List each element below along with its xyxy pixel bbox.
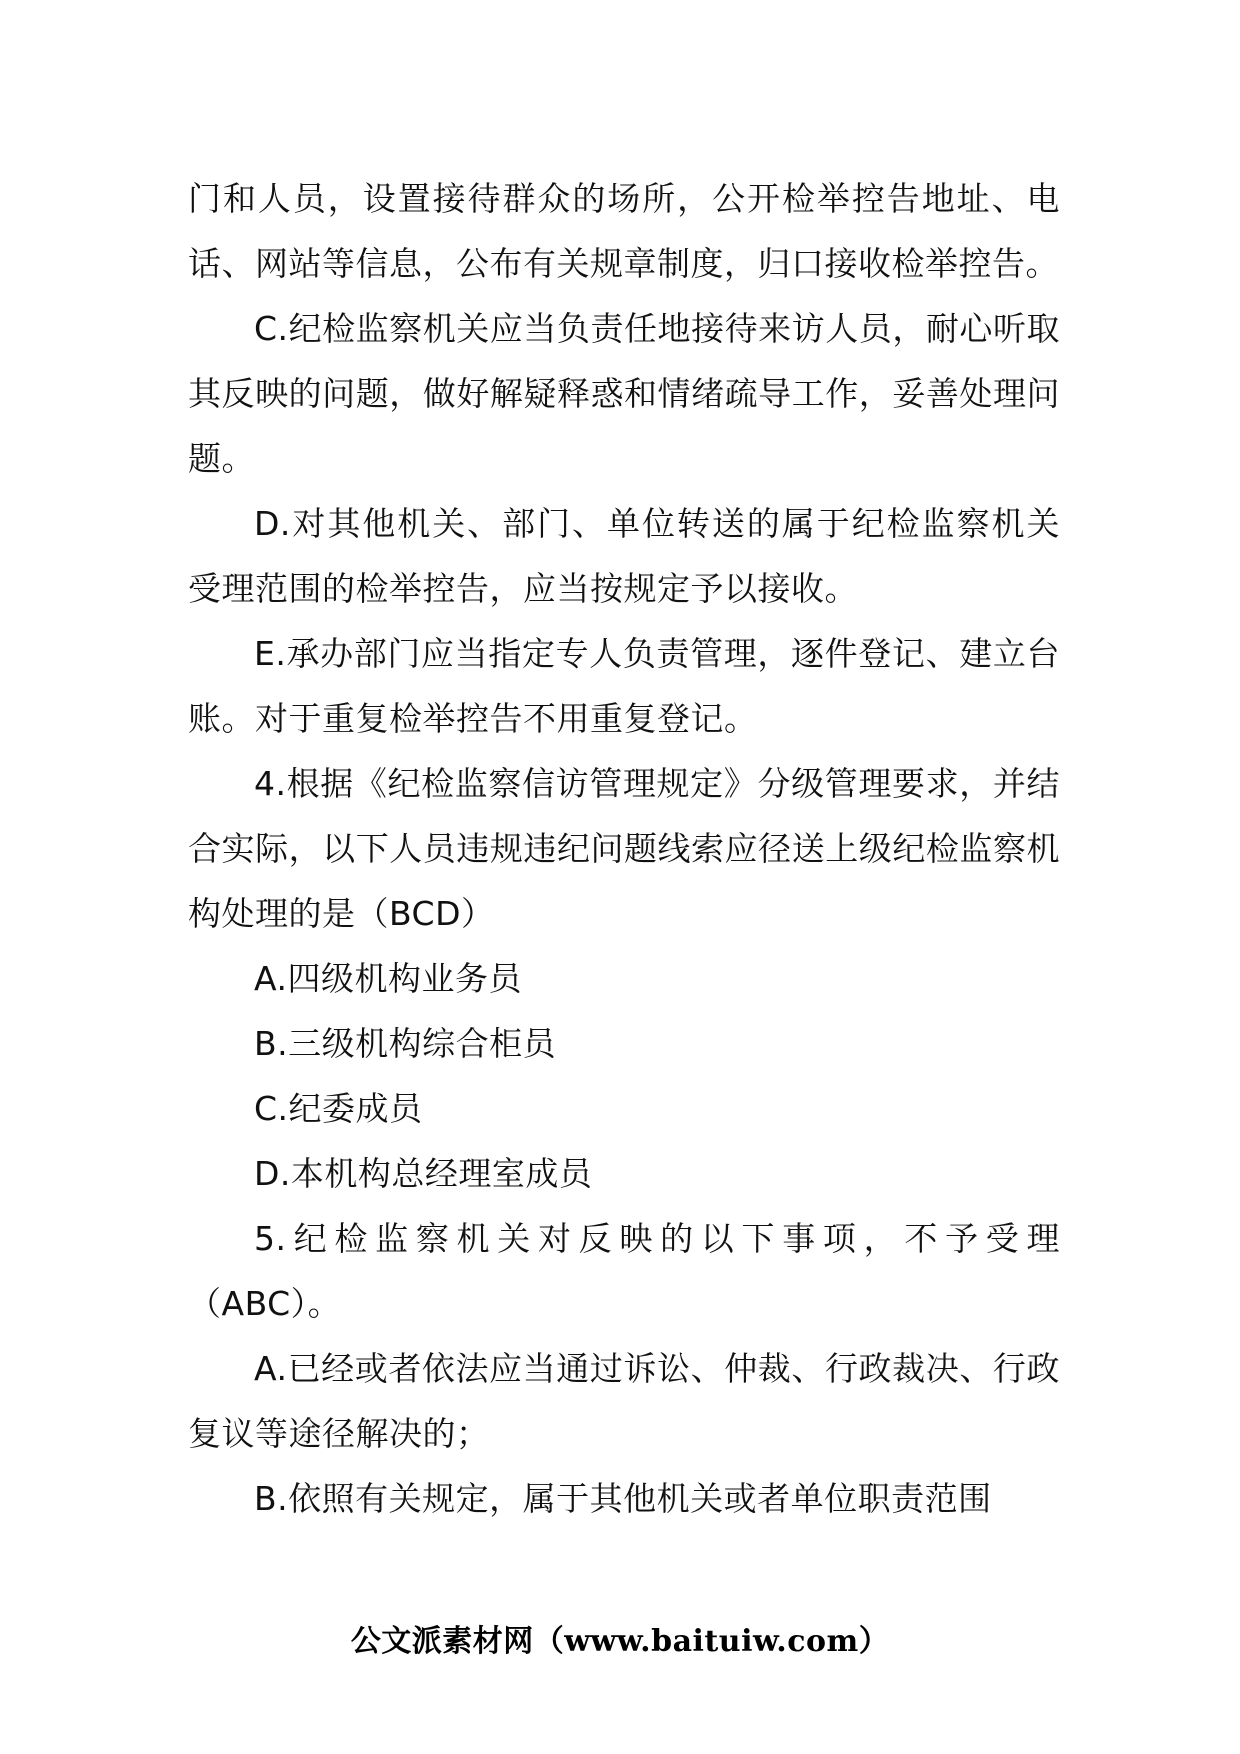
paragraph-option-d: D.对其他机关、部门、单位转送的属于纪检监察机关受理范围的检举控告，应当按规定予以接收。 — [188, 504, 1060, 608]
question-4-option-a: A.四级机构业务员 — [254, 959, 522, 998]
question-4-option-c: C.纪委成员 — [254, 1089, 423, 1128]
document-body — [188, 166, 1060, 1531]
question-4-option-b: B.三级机构综合柜员 — [254, 1024, 557, 1063]
question-4-option-d: D.本机构总经理室成员 — [254, 1154, 593, 1193]
paragraph-option-c: C.纪检监察机关应当负责任地接待来访人员，耐心听取其反映的问题，做好解疑释惑和情绪疏导工作，妥善处理问题。 — [188, 309, 1060, 478]
paragraph-option-e: E.承办部门应当指定专人负责管理，逐件登记、建立台账。对于重复检举控告不用重复登记。 — [188, 634, 1060, 738]
question-5-option-a: A.已经或者依法应当通过诉讼、仲裁、行政裁决、行政复议等途径解决的； — [188, 1349, 1060, 1453]
question-5: 5.纪检监察机关对反映的以下事项，不予受理（ABC）。 — [188, 1219, 1060, 1323]
paragraph-continuation: 门和人员，设置接待群众的场所，公开检举控告地址、电话、网站等信息，公布有关规章制度，归口接收检举控告。 — [188, 179, 1060, 283]
question-5-option-b: B.依照有关规定，属于其他机关或者单位职责范围 — [254, 1479, 992, 1518]
footer-watermark: 公文派素材网（www.baituiw.com） — [350, 1624, 890, 1659]
question-4: 4.根据《纪检监察信访管理规定》分级管理要求，并结合实际，以下人员违规违纪问题线索应径送上级纪检监察机构处理的是（BCD） — [188, 764, 1060, 933]
